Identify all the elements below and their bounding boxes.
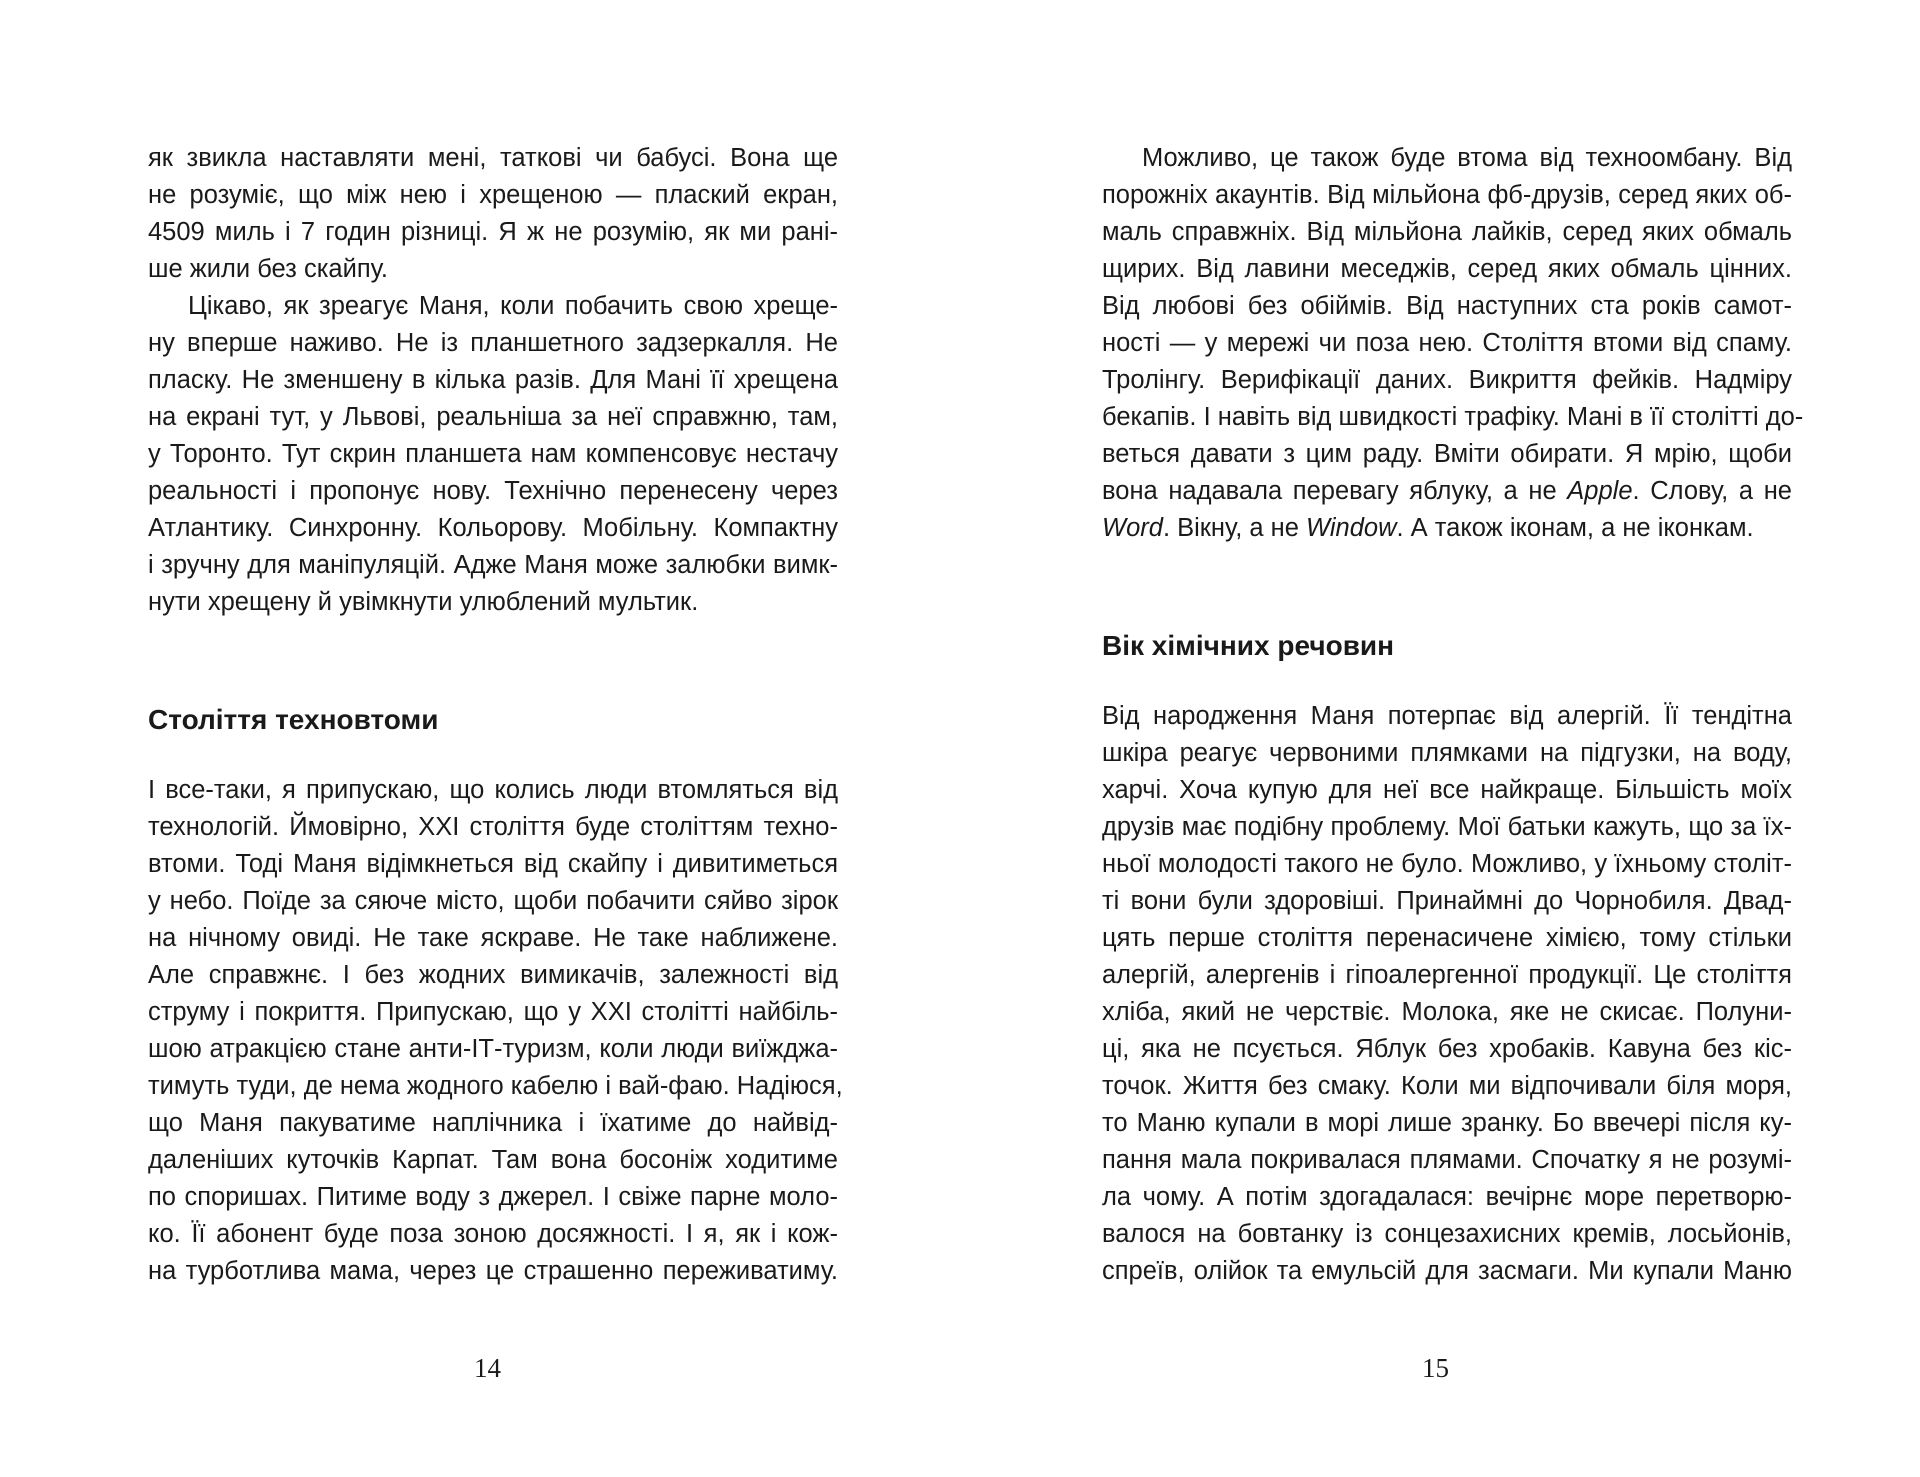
text-line (1102, 473, 1792, 510)
text-line: ці, яка не псується. Яблук без хробаків. Кавуна без кіс- (1102, 1035, 1792, 1063)
text-line: порожніх акаунтів. Від мільйона фб-друзів, серед яких об- (1102, 181, 1792, 209)
text-line: у Торонто. Тут скрин планшета нам компенсовує нестачу (148, 440, 838, 468)
text-line: Можливо, це також буде втома від техноомбану. Від (1142, 144, 1792, 172)
text-line: то Маню купали в морі лише зранку. Бо ввечері після ку- (1102, 1109, 1792, 1137)
text-line: пання мала покривалася плямами. Спочатку я не розумі- (1102, 1146, 1792, 1174)
text-line: ності — у мережі чи поза нею. Століття втоми від спаму. (1102, 329, 1792, 357)
right-page (960, 0, 1920, 1477)
section-heading: Століття техновтоми (148, 704, 439, 735)
text-line: ше жили без скайпу. (148, 255, 388, 283)
text-line: Атлантику. Синхронну. Кольорову. Мобільну. Компактну (148, 514, 838, 542)
text-line: технологій. Ймовірно, ХХІ століття буде століттям техно- (148, 813, 838, 841)
text-line: бекапів. І навіть від швидкості трафіку. Мані в її столітті до- (1102, 403, 1804, 431)
text-line: тимуть туди, де нема жодного кабелю і вай-фаю. Надіюся, (148, 1072, 843, 1100)
text-line: пласку. Не зменшену в кілька разів. Для Мані її хрещена (148, 366, 838, 394)
text-line: струму і покриття. Припускаю, що у ХХІ столітті найбіль- (148, 998, 838, 1026)
text-line: даленіших куточків Карпат. Там вона босоніж ходитиме (148, 1146, 838, 1174)
text-line: ну вперше наживо. Не із планшетного задзеркалля. Не (148, 329, 838, 357)
text-line: веться давати з цим раду. Вміти обирати. Я мрію, щоби (1102, 440, 1792, 468)
page-number: 14 (474, 1353, 501, 1383)
page-number: 15 (1422, 1353, 1449, 1383)
text-line: харчі. Хоча купую для неї все найкраще. Більшість моїх (1102, 776, 1792, 804)
text-line: щирих. Від лавини меседжів, серед яких обмаль цінних. (1102, 255, 1792, 283)
text-line: друзів має подібну проблему. Мої батьки кажуть, що за їх- (1102, 813, 1792, 841)
text-line (1102, 510, 1792, 547)
text-line: спреїв, олійок та емульсій для засмаги. Ми купали Маню (1102, 1257, 1792, 1285)
text-fragment: . А також іконам, а не іконкам. (1396, 514, 1754, 542)
text-line: 4509 миль і 7 годин різниці. Я ж не розумію, як ми рані- (148, 218, 838, 246)
text-line: ньої молодості такого не було. Можливо, у їхньому століт- (1102, 850, 1792, 878)
right-text-column (1102, 140, 1804, 1290)
text-line: цять перше століття перенасичене хімією, тому стільки (1102, 924, 1792, 952)
italic-term: Window (1306, 514, 1397, 542)
text-line: шою атракцією стане анти-ІТ-туризм, коли люди виїжджа- (148, 1035, 838, 1063)
text-line: що Маня пакуватиме наплічника і їхатиме до найвід- (148, 1109, 838, 1137)
text-line: на нічному овиді. Не таке яскраве. Не таке наближене. (148, 924, 838, 952)
text-line: не розуміє, що між нею і хрещеною — плаский екран, (148, 181, 838, 209)
section-heading: Вік хімічних речовин (1102, 630, 1395, 661)
text-line: Тролінгу. Верифікації даних. Викриття фейків. Надміру (1102, 366, 1792, 394)
text-line: Цікаво, як зреагує Маня, коли побачить свою хреще- (188, 292, 838, 320)
text-line: на екрані тут, у Львові, реальніша за неї справжню, там, (148, 403, 838, 431)
text-line: у небо. Поїде за сяюче місто, щоби побачити сяйво зірок (148, 887, 838, 915)
text-line: Від народження Маня потерпає від алергій. Її тендітна (1102, 702, 1792, 730)
text-fragment: вона надавала перевагу яблуку, а не (1102, 477, 1568, 505)
text-line: і зручну для маніпуляцій. Адже Маня може залюбки вимк- (148, 551, 838, 579)
italic-term: Apple (1567, 477, 1633, 505)
text-line: Але справжнє. І без жодних вимикачів, залежності від (148, 961, 838, 989)
italic-term: Word (1102, 514, 1163, 542)
text-line: шкіра реагує червоними плямками на підгузки, на воду, (1102, 739, 1792, 767)
text-line: як звикла наставляти мені, таткові чи бабусі. Вона ще (148, 144, 838, 172)
text-line: нути хрещену й увімкнути улюблений мультик. (148, 588, 699, 616)
text-fragment: . Слову, а не (1632, 477, 1792, 505)
text-line: втоми. Тоді Маня відімкнеться від скайпу і дивитиметься (148, 850, 838, 878)
text-line: точок. Життя без смаку. Коли ми відпочивали біля моря, (1102, 1072, 1792, 1100)
text-line: на турботлива мама, через це страшенно переживатиму. (148, 1257, 838, 1285)
text-line: І все-таки, я припускаю, що колись люди втомляться від (148, 776, 838, 804)
left-text-column (148, 140, 843, 1290)
text-line: по споришах. Питиме воду з джерел. І свіже парне моло- (148, 1183, 838, 1211)
text-line: валося на бовтанку із сонцезахисних кремів, лосьйонів, (1102, 1220, 1792, 1248)
text-line: маль справжніх. Від мільйона лайків, серед яких обмаль (1102, 218, 1792, 246)
text-line: Від любові без обіймів. Від наступних ста років самот- (1102, 292, 1792, 320)
text-line: ко. Її абонент буде поза зоною досяжності. І я, як і кож- (148, 1220, 838, 1248)
text-line: ла чому. А потім здогадалася: вечірнє море перетворю- (1102, 1183, 1792, 1211)
text-line: реальності і пропонує нову. Технічно перенесену через (148, 477, 838, 505)
text-fragment: . Вікну, а не (1162, 514, 1307, 542)
text-line: ті вони були здоровіші. Принаймні до Чорнобиля. Двад- (1102, 887, 1792, 915)
text-line: хліба, який не черствіє. Молока, яке не скисає. Полуни- (1102, 998, 1792, 1026)
text-line: алергій, алергенів і гіпоалергенної продукції. Це століття (1102, 961, 1792, 989)
